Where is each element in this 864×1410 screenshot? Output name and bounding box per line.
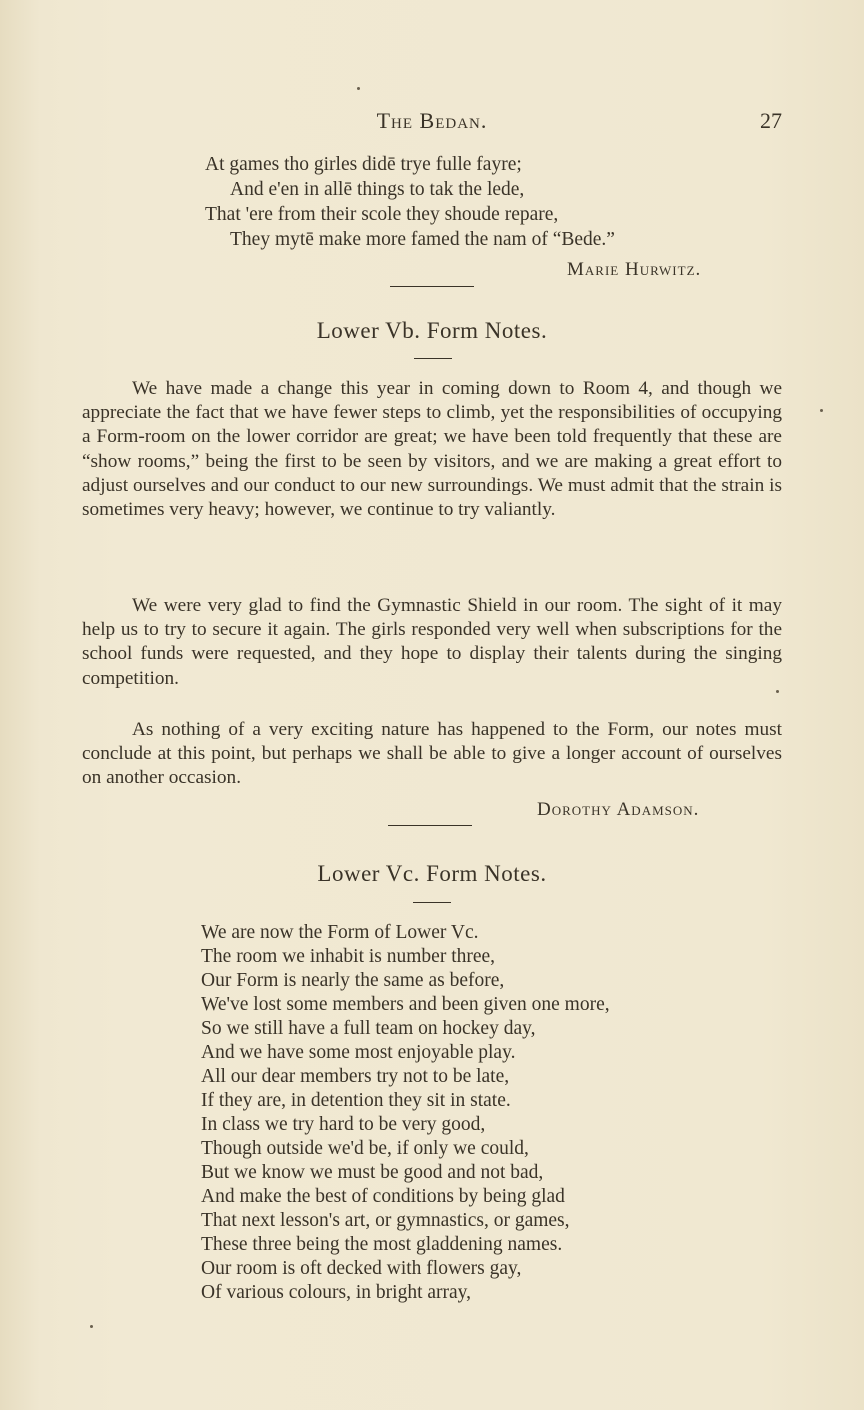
verse-line: Our Form is nearly the same as before, (201, 970, 505, 991)
section-divider (388, 825, 472, 826)
verse-line: In class we try hard to be very good, (201, 1114, 486, 1135)
paragraph: As nothing of a very exciting nature has happened to the Form, our notes must conclude at this point, but perhaps we shall be able to give a longer account of ourselves on another occasion. (82, 719, 782, 789)
verse-line: Though outside we'd be, if only we could, (201, 1138, 529, 1159)
section-divider (390, 286, 474, 287)
verse-line: That next lesson's art, or gymnastics, or games, (201, 1210, 570, 1231)
heading-rule (414, 358, 452, 359)
paragraph: We were very glad to find the Gymnastic Shield in our room. The sight of it may help us to try to secure it again. The girls responded very well when subscriptions for the school funds were requested, and they hope to display their talents during the singing competition. (82, 595, 782, 689)
verse-line: We've lost some members and been given one more, (201, 994, 610, 1015)
verse-line: The room we inhabit is number three, (201, 946, 496, 967)
author-signature: Dorothy Adamson. (537, 799, 700, 820)
verse-line: And we have some most enjoyable play. (201, 1042, 516, 1063)
verse-line: And make the best of conditions by being glad (201, 1186, 565, 1207)
running-title: The Bedan. (376, 108, 488, 133)
section-heading: Lower Vc. Form Notes. (317, 861, 547, 886)
verse-line: That 'ere from their scole they shoude repare, (205, 204, 559, 225)
verse-line: So we still have a full team on hockey day, (201, 1018, 536, 1039)
speck (776, 690, 779, 693)
author-signature: Marie Hurwitz. (567, 259, 702, 280)
verse-line: These three being the most gladdening names. (201, 1234, 563, 1255)
speck (357, 87, 360, 90)
verse-line: Of various colours, in bright array, (201, 1282, 472, 1303)
page-number: 27 (760, 108, 782, 133)
verse-line: And e'en in allē things to tak the lede, (230, 179, 525, 200)
verse-line: At games tho girles didē trye fulle fayre; (205, 154, 522, 175)
verse-line: They mytē make more famed the nam of “Bede.” (230, 229, 615, 250)
verse-line: But we know we must be good and not bad, (201, 1162, 544, 1183)
verse-line: If they are, in detention they sit in state. (201, 1090, 511, 1111)
heading-rule (413, 902, 451, 903)
verse-line: All our dear members try not to be late, (201, 1066, 510, 1087)
section-heading: Lower Vb. Form Notes. (316, 318, 548, 343)
verse-line: We are now the Form of Lower Vc. (201, 922, 479, 943)
speck (90, 1325, 93, 1328)
paragraph: We have made a change this year in coming down to Room 4, and though we appreciate the fact that we have fewer steps to climb, yet the responsibilities of occupying a Form-room on the lower corridor are great; we have been told frequently that these are “show rooms,” being the first to be seen by visitors, and we are making a great effort to adjust ourselves and our conduct to our new surroundings. We must admit that the strain is sometimes very heavy; however, we continue to try valiantly. (82, 378, 782, 521)
verse-line: Our room is oft decked with flowers gay, (201, 1258, 522, 1279)
speck (820, 409, 823, 412)
